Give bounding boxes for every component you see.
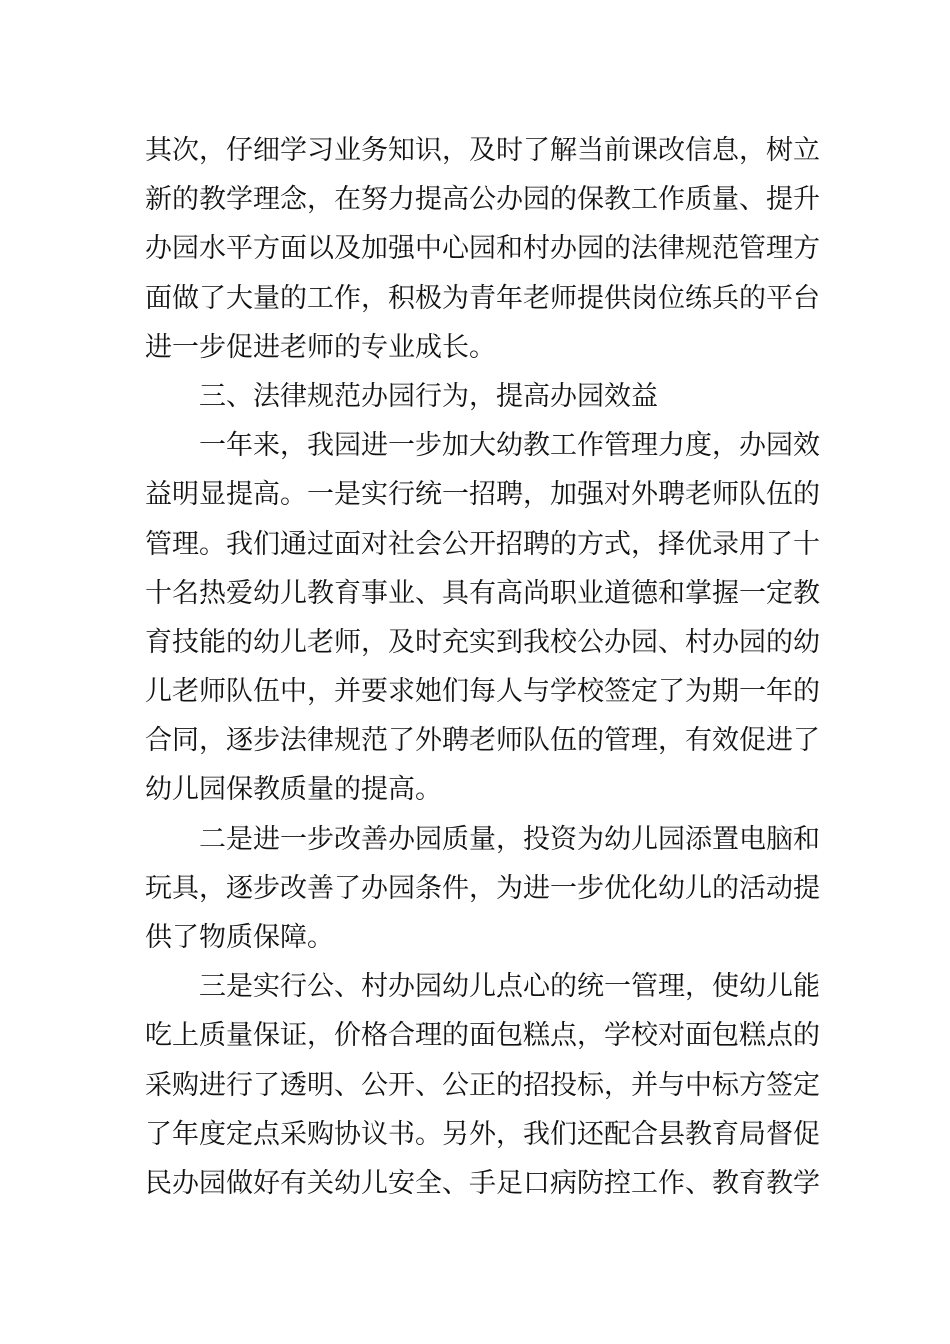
text-line: 供了物质保障。	[145, 922, 334, 953]
text-line: 其次，仔细学习业务知识，及时了解当前课改信息，树立	[145, 135, 820, 166]
text-line: 合同，逐步法律规范了外聘老师队伍的管理，有效促进了	[145, 725, 820, 757]
text-line: 益明显提高。一是实行统一招聘，加强对外聘老师队伍的	[145, 479, 820, 511]
text-line: 十名热爱幼儿教育事业、具有高尚职业道德和掌握一定教	[145, 577, 820, 609]
text-line: 办园水平方面以及加强中心园和村办园的法律规范管理方	[145, 233, 820, 265]
text-line: 管理。我们通过面对社会公开招聘的方式，择优录用了十	[145, 528, 820, 560]
paragraph-first-line: 二是进一步改善办园质量，投资为幼儿园添置电脑和	[199, 823, 820, 855]
section-heading: 三、法律规范办园行为，提高办园效益	[199, 380, 658, 412]
text-line: 儿老师队伍中，并要求她们每人与学校签定了为期一年的	[145, 676, 820, 708]
text-line: 新的教学理念，在努力提高公办园的保教工作质量、提升	[145, 184, 820, 216]
text-line: 玩具，逐步改善了办园条件，为进一步优化幼儿的活动提	[145, 872, 820, 904]
text-line: 吃上质量保证，价格合理的面包糕点，学校对面包糕点的	[145, 1020, 820, 1052]
text-line: 了年度定点采购协议书。另外，我们还配合县教育局督促	[145, 1118, 820, 1150]
text-line: 采购进行了透明、公开、公正的招投标，并与中标方签定	[145, 1069, 820, 1101]
paragraph-first-line: 三是实行公、村办园幼儿点心的统一管理，使幼儿能	[199, 971, 820, 1003]
text-line: 面做了大量的工作，积极为青年老师提供岗位练兵的平台	[145, 282, 820, 314]
body-text	[145, 126, 820, 1208]
paragraph-first-line: 一年来，我园进一步加大幼教工作管理力度，办园效	[199, 430, 820, 462]
text-line: 进一步促进老师的专业成长。	[145, 331, 496, 363]
text-line: 育技能的幼儿老师，及时充实到我校公办园、村办园的幼	[145, 626, 820, 658]
text-line: 民办园做好有关幼儿安全、手足口病防控工作、教育教学	[145, 1167, 820, 1199]
text-line: 幼儿园保教质量的提高。	[145, 774, 442, 806]
